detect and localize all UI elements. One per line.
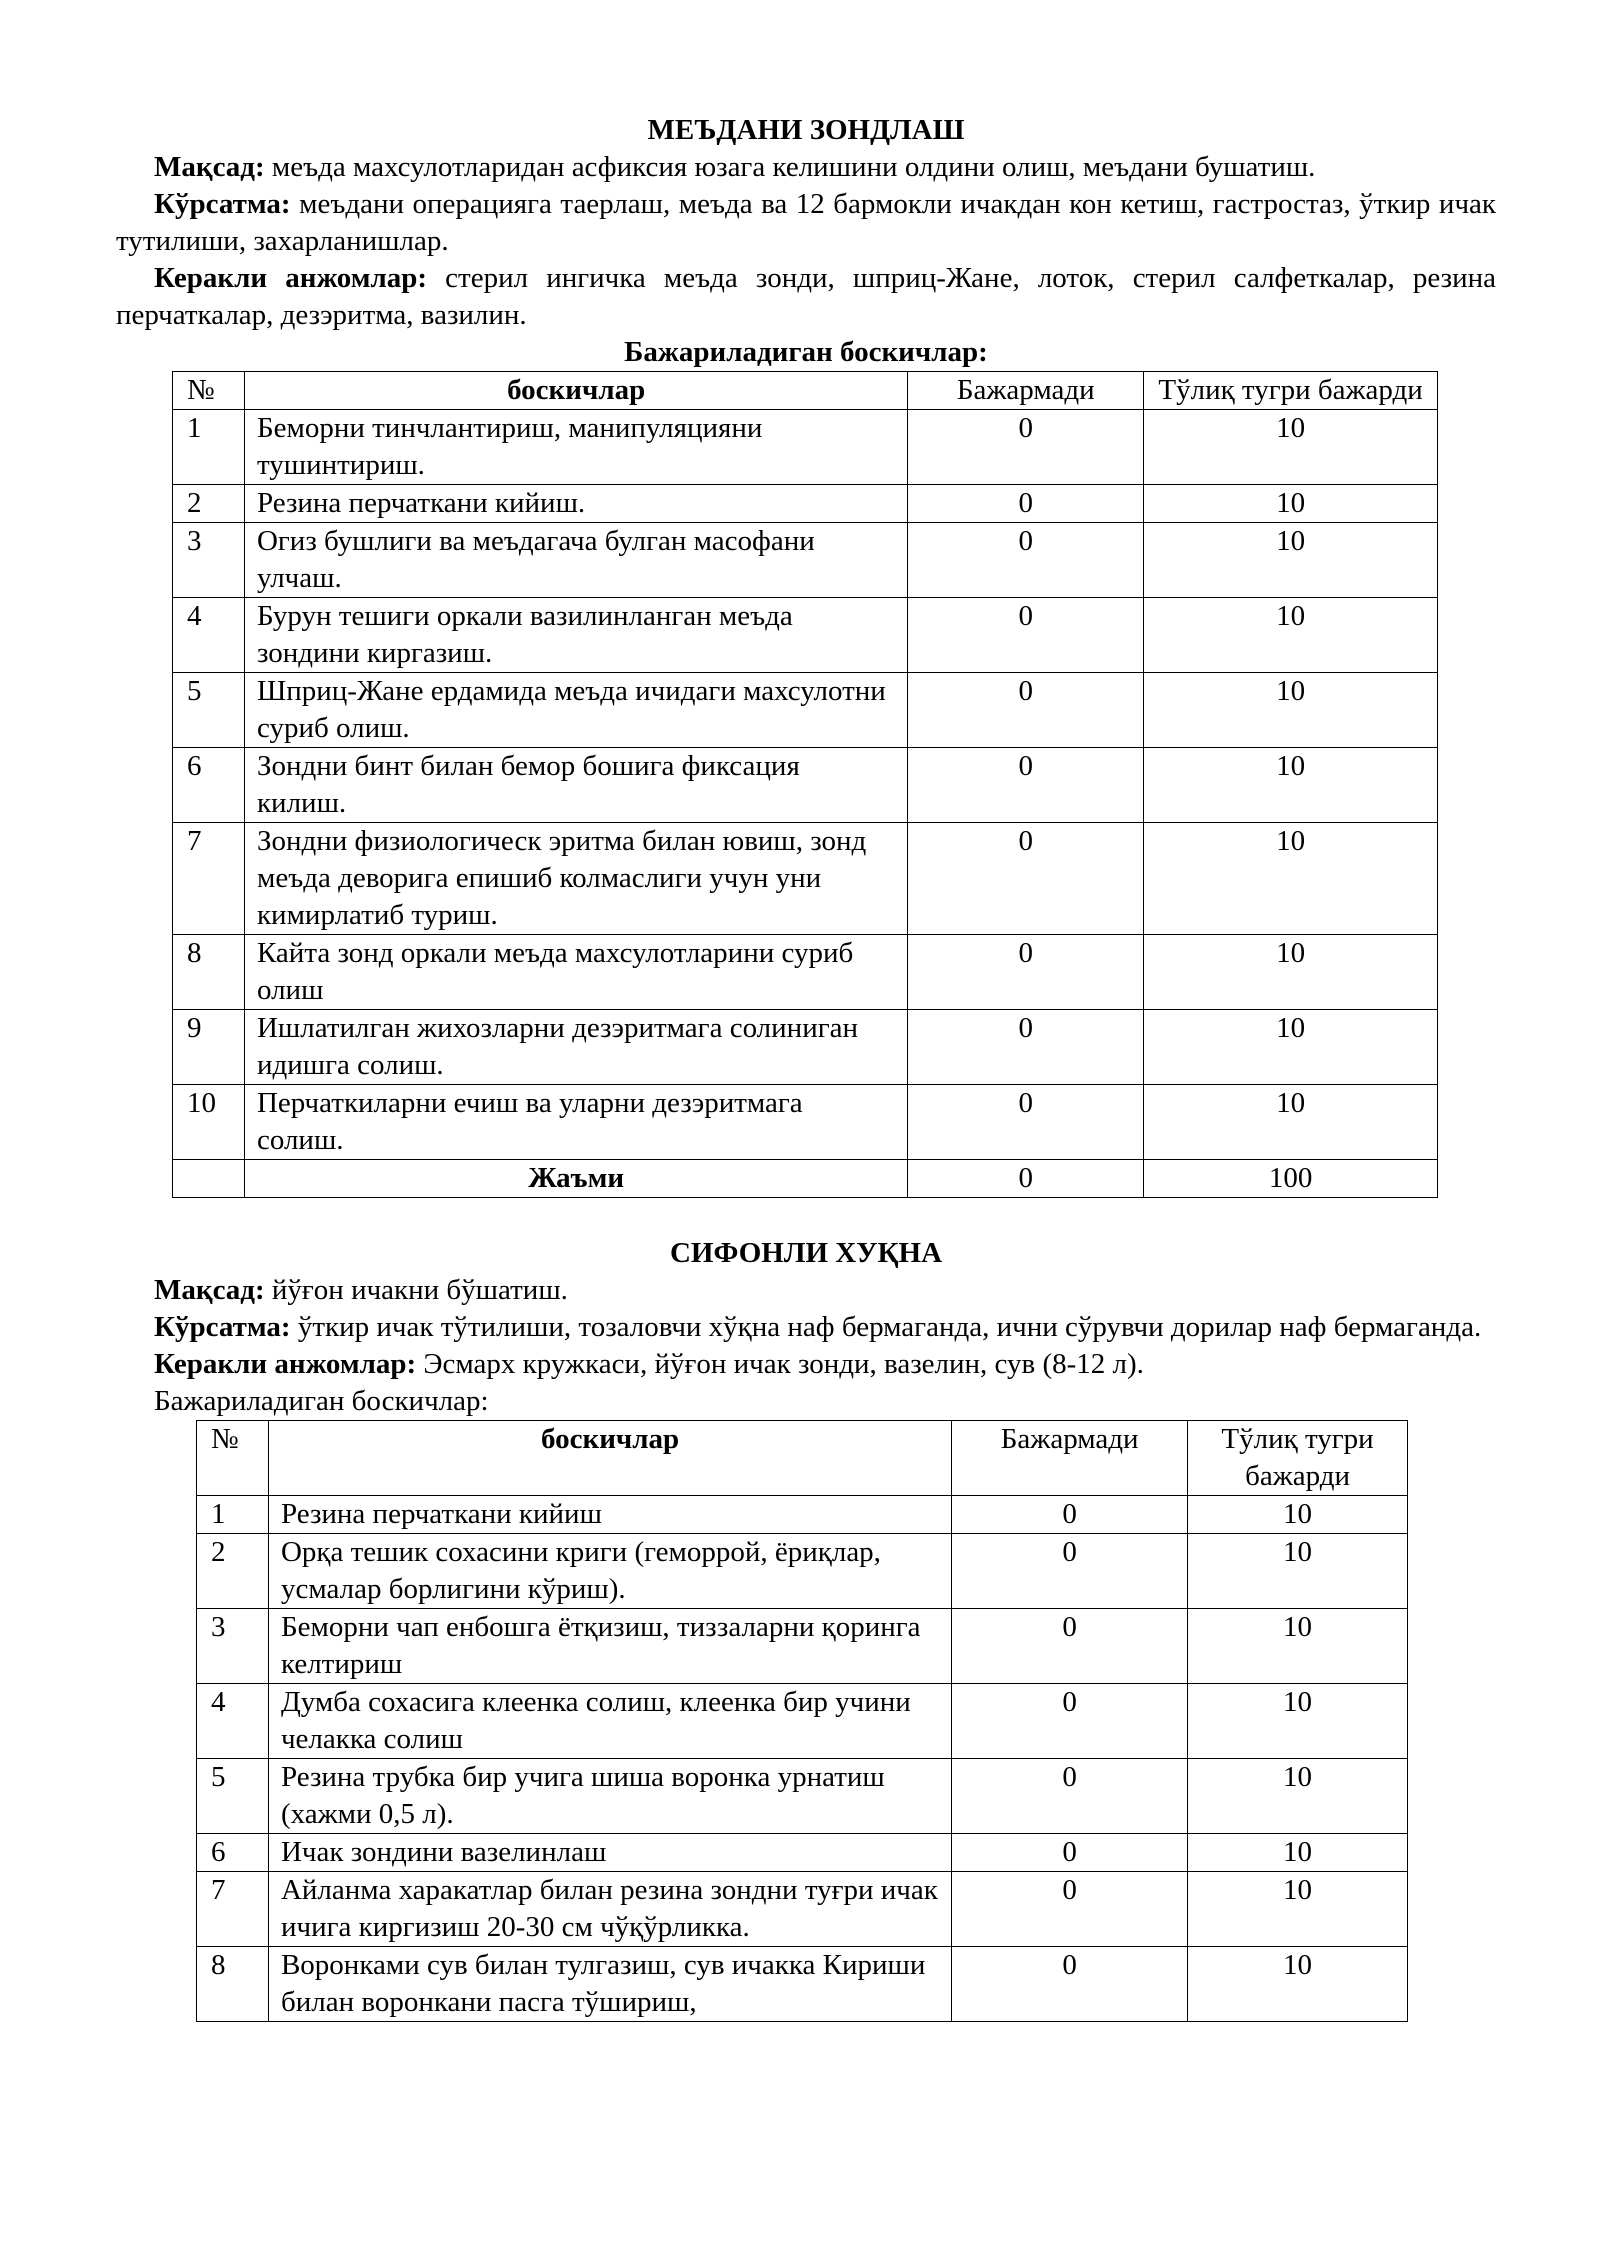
section1-goal xyxy=(116,149,1496,186)
step-text: Думба сохасига клеенка солиш, клеенка бир учини челакка солиш xyxy=(268,1684,951,1759)
section1-indication-label: Кўрсатма: xyxy=(154,188,291,220)
header-steps: боскичлар xyxy=(268,1421,951,1496)
step-text: Кайта зонд оркали меъда махсулотларини суриб олиш xyxy=(244,935,907,1010)
table-row xyxy=(197,1609,1408,1684)
step-number: 4 xyxy=(173,598,245,673)
step-done-score: 10 xyxy=(1144,935,1438,1010)
step-done-score: 10 xyxy=(1144,1085,1438,1160)
section1-tools-label: Керакли анжомлар: xyxy=(154,262,428,294)
step-not-done-score: 0 xyxy=(952,1534,1188,1609)
step-number: 6 xyxy=(197,1834,269,1872)
header-number: № xyxy=(173,372,245,410)
step-done-score: 10 xyxy=(1188,1834,1408,1872)
step-done-score: 10 xyxy=(1144,673,1438,748)
step-text: Беморни чап енбошга ётқизиш, тиззаларни қоринга келтириш xyxy=(268,1609,951,1684)
header-not-done: Бажармади xyxy=(952,1421,1188,1496)
step-number: 1 xyxy=(173,410,245,485)
step-number: 3 xyxy=(197,1609,269,1684)
total-not-done: 0 xyxy=(908,1160,1144,1198)
step-not-done-score: 0 xyxy=(952,1609,1188,1684)
step-not-done-score: 0 xyxy=(952,1872,1188,1947)
table-header-row xyxy=(173,372,1438,410)
step-number: 8 xyxy=(197,1947,269,2022)
section2-tools xyxy=(116,1346,1496,1383)
step-not-done-score: 0 xyxy=(908,673,1144,748)
table-total-row xyxy=(173,1160,1438,1198)
document-page xyxy=(116,112,1496,2022)
table-row xyxy=(173,1085,1438,1160)
section2-goal xyxy=(116,1272,1496,1309)
table-row xyxy=(197,1834,1408,1872)
section2-steps-table xyxy=(196,1420,1408,2022)
step-text: Зондни бинт билан бемор бошига фиксация килиш. xyxy=(244,748,907,823)
section2-indication-label: Кўрсатма: xyxy=(154,1311,291,1343)
section1-steps-heading: Бажариладиган боскичлар: xyxy=(624,336,988,368)
step-not-done-score: 0 xyxy=(952,1496,1188,1534)
header-done-fully: Тўлиқ тугри бажарди xyxy=(1188,1421,1408,1496)
table-row xyxy=(197,1534,1408,1609)
step-not-done-score: 0 xyxy=(908,523,1144,598)
step-number: 1 xyxy=(197,1496,269,1534)
section2-goal-label: Мақсад: xyxy=(154,1274,265,1306)
section2-title: СИФОНЛИ ХУҚНА xyxy=(669,1237,943,1269)
step-text: Резина перчаткани кийиш xyxy=(268,1496,951,1534)
step-text: Резина трубка бир учига шиша воронка урнатиш (хажми 0,5 л). xyxy=(268,1759,951,1834)
section2-tools-text: Эсмарх кружкаси, йўғон ичак зонди, вазелин, сув (8-12 л). xyxy=(423,1348,1144,1380)
section1-goal-text: меъда махсулотларидан асфиксия юзага келишини олдини олиш, меъдани бушатиш. xyxy=(271,151,1316,183)
section2-tools-label: Керакли анжомлар: xyxy=(154,1348,417,1380)
step-text: Ишлатилган жихозларни дезэритмага солиниган идишга солиш. xyxy=(244,1010,907,1085)
section1-tools xyxy=(116,260,1496,334)
step-done-score: 10 xyxy=(1144,598,1438,673)
step-done-score: 10 xyxy=(1188,1684,1408,1759)
step-number: 2 xyxy=(197,1534,269,1609)
step-text: Ичак зондини вазелинлаш xyxy=(268,1834,951,1872)
step-not-done-score: 0 xyxy=(908,823,1144,935)
step-done-score: 10 xyxy=(1144,410,1438,485)
step-not-done-score: 0 xyxy=(952,1759,1188,1834)
header-done-fully: Тўлиқ тугри бажарди xyxy=(1144,372,1438,410)
step-text: Шприц-Жане ердамида меъда ичидаги махсулотни суриб олиш. xyxy=(244,673,907,748)
table-row xyxy=(197,1684,1408,1759)
total-label: Жаъми xyxy=(244,1160,907,1198)
step-text: Огиз бушлиги ва меъдагача булган масофани улчаш. xyxy=(244,523,907,598)
section1-indication xyxy=(116,186,1496,260)
table-row xyxy=(173,598,1438,673)
step-not-done-score: 0 xyxy=(952,1834,1188,1872)
step-not-done-score: 0 xyxy=(952,1684,1188,1759)
step-not-done-score: 0 xyxy=(908,598,1144,673)
step-text: Зондни физиологическ эритма билан ювиш, зонд меъда деворига епишиб колмаслиги учун уни кимирлатиб туриш. xyxy=(244,823,907,935)
step-number: 2 xyxy=(173,485,245,523)
step-done-score: 10 xyxy=(1144,523,1438,598)
step-not-done-score: 0 xyxy=(908,410,1144,485)
table-row xyxy=(173,1010,1438,1085)
step-number: 4 xyxy=(197,1684,269,1759)
step-number: 6 xyxy=(173,748,245,823)
table-row xyxy=(197,1759,1408,1834)
header-not-done: Бажармади xyxy=(908,372,1144,410)
step-done-score: 10 xyxy=(1188,1609,1408,1684)
step-done-score: 10 xyxy=(1188,1534,1408,1609)
table-row xyxy=(173,410,1438,485)
section1-tools-text: стерил ингичка меъда зонди, шприц-Жане, лоток, стерил салфеткалар, резина перчаткалар, дезэритма, вазилин. xyxy=(116,262,1496,331)
step-number: 5 xyxy=(173,673,245,748)
step-done-score: 10 xyxy=(1144,1010,1438,1085)
step-number: 9 xyxy=(173,1010,245,1085)
section1-title: МЕЪДАНИ ЗОНДЛАШ xyxy=(647,114,965,146)
total-empty-cell xyxy=(173,1160,245,1198)
step-done-score: 10 xyxy=(1188,1872,1408,1947)
table-row xyxy=(173,748,1438,823)
step-done-score: 10 xyxy=(1188,1759,1408,1834)
table-row xyxy=(197,1872,1408,1947)
table-header-row xyxy=(197,1421,1408,1496)
step-text: Беморни тинчлантириш, манипуляцияни тушинтириш. xyxy=(244,410,907,485)
step-number: 7 xyxy=(197,1872,269,1947)
step-not-done-score: 0 xyxy=(908,485,1144,523)
section1-steps-table xyxy=(172,371,1438,1198)
section1-goal-label: Мақсад: xyxy=(154,151,265,183)
step-number: 3 xyxy=(173,523,245,598)
table-row xyxy=(173,673,1438,748)
step-done-score: 10 xyxy=(1144,485,1438,523)
step-text: Перчаткиларни ечиш ва уларни дезэритмага солиш. xyxy=(244,1085,907,1160)
step-not-done-score: 0 xyxy=(952,1947,1188,2022)
total-done: 100 xyxy=(1144,1160,1438,1198)
section2-indication xyxy=(116,1309,1496,1346)
step-text: Айланма харакатлар билан резина зондни туғри ичак ичига киргизиш 20-30 см чўқўрликка. xyxy=(268,1872,951,1947)
section2-goal-text: йўғон ичакни бўшатиш. xyxy=(271,1274,568,1306)
step-number: 8 xyxy=(173,935,245,1010)
step-text: Воронками сув билан тулгазиш, сув ичакка Кириши билан воронкани пасга тўшириш, xyxy=(268,1947,951,2022)
step-number: 7 xyxy=(173,823,245,935)
step-text: Резина перчаткани кийиш. xyxy=(244,485,907,523)
step-done-score: 10 xyxy=(1144,823,1438,935)
table-row xyxy=(197,1496,1408,1534)
table-row xyxy=(173,823,1438,935)
header-steps: боскичлар xyxy=(244,372,907,410)
step-done-score: 10 xyxy=(1144,748,1438,823)
section2-indication-text: ўткир ичак тўтилиши, тозаловчи хўқна наф бермаганда, ични сўрувчи дорилар наф бермаганда. xyxy=(297,1311,1482,1343)
header-number: № xyxy=(197,1421,269,1496)
step-not-done-score: 0 xyxy=(908,935,1144,1010)
step-number: 10 xyxy=(173,1085,245,1160)
step-not-done-score: 0 xyxy=(908,1010,1144,1085)
step-done-score: 10 xyxy=(1188,1496,1408,1534)
section2-steps-heading: Бажариладиган боскичлар: xyxy=(154,1385,489,1417)
table-row xyxy=(173,523,1438,598)
table-row xyxy=(173,935,1438,1010)
table-row xyxy=(197,1947,1408,2022)
step-text: Орқа тешик сохасини криги (геморрой, ёриқлар, усмалар борлигини кўриш). xyxy=(268,1534,951,1609)
section1-indication-text: меъдани операцияга таерлаш, меъда ва 12 бармокли ичакдан кон кетиш, гастростаз, ўткир ичак тутилиши, захарланишлар. xyxy=(116,188,1497,257)
step-not-done-score: 0 xyxy=(908,748,1144,823)
step-done-score: 10 xyxy=(1188,1947,1408,2022)
step-not-done-score: 0 xyxy=(908,1085,1144,1160)
table-row xyxy=(173,485,1438,523)
step-text: Бурун тешиги оркали вазилинланган меъда зондини киргазиш. xyxy=(244,598,907,673)
step-number: 5 xyxy=(197,1759,269,1834)
